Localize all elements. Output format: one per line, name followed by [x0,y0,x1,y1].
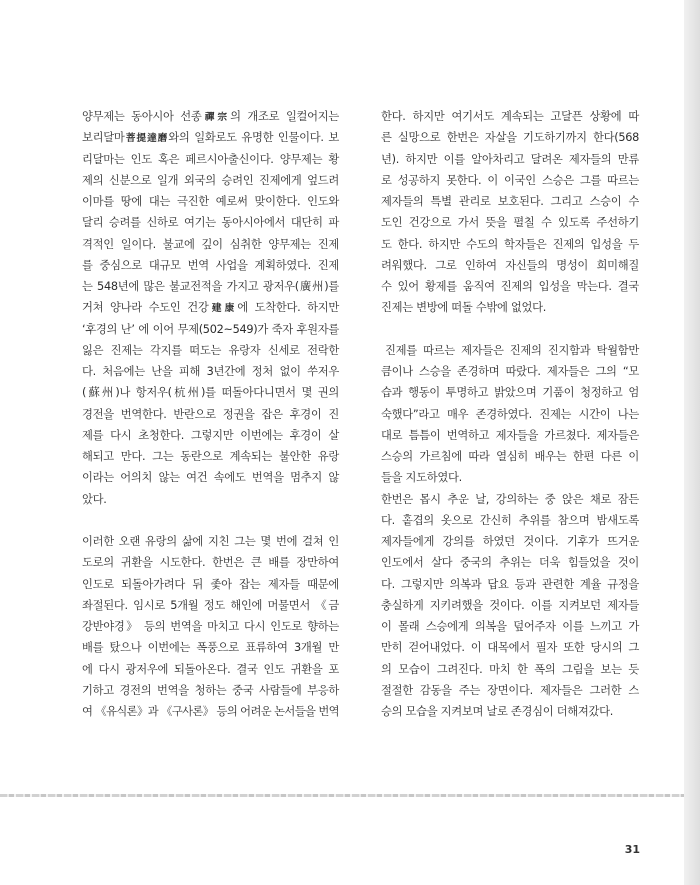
text-line: 경전을 번역한다. 반란으로 정권을 잡은 후경이 진 [82,407,339,421]
text-line: 인도에서 살다 중국의 추위는 더욱 힘들었을 것이 [381,556,639,570]
text-line: 리달마는 인도 혹은 페르시아출신이다. 양무제는 황 [82,152,339,166]
text-line: 좌절된다. 임시로 5개월 정도 해인에 머물면서 《금 [82,598,339,612]
paragraph [82,531,339,722]
text-line: 려워했다. 그로 인하여 자신들의 명성이 희미해질 [381,258,639,272]
text-line: 도 한다. 하지만 수도의 학자들은 진제의 입성을 두 [381,237,639,251]
text-line: 스승의 가르침에 따라 열심히 배우는 한편 다른 이 [381,450,639,463]
text-line: 배를 탔으나 이번에는 폭풍으로 표류하여 3개월 만 [82,641,339,655]
text-line: 에 다시 광저우에 되돌아온다. 결국 인도 귀환을 포 [82,662,339,676]
text-line: 의 모습이 그려진다. 마치 한 폭의 그림을 보는 듯 [381,662,639,676]
text-line: 이 몰래 스승에게 의복을 덮어주자 이를 느끼고 가 [381,620,639,633]
text-line: 강반야경》 등의 번역을 마치고 다시 인도로 향하는 [82,620,339,633]
text-line: 습과 행동이 투명하고 밝았으며 기품이 청정하고 엄 [381,386,639,400]
text-line: 제자들의 특별 관리로 보호된다. 그리고 스승이 수 [381,195,639,208]
right-column [381,106,639,722]
paragraph [381,340,639,489]
text-line: 격적인 일이다. 불교에 깊이 심취한 양무제는 진제 [82,237,339,251]
text-line: 이마를 땅에 대는 극진한 예로써 맞이한다. 인도와 [82,195,339,208]
text-line [82,127,339,148]
line-text: 에 도착한다. 하지만 [237,301,339,315]
text-line: 를 중심으로 대규모 번역 사업을 계획하였다. 진제 [82,258,339,272]
text-line: 숙했다”라고 매우 존경하였다. 진제는 시간이 나는 [381,407,639,421]
text-line: 도인 건강으로 가서 뜻을 펼칠 수 있도록 주선하기 [381,216,639,230]
page-edge-shadow [684,0,700,885]
text-line: 들을 지도하였다. [381,471,462,485]
text-line [82,106,339,127]
page-number: 31 [624,843,640,856]
text-line: 제자들에게 강의를 하였던 것이다. 기후가 뜨거운 [381,535,639,548]
text-line: 다. 홑겹의 옷으로 간신히 추위를 참으며 밤새도록 [381,513,639,527]
text-line: 잃은 진제는 각지를 떠도는 유랑자 신세로 전락한 [82,343,339,357]
text-line: 이라는 어의치 않는 여건 속에도 번역을 멈추지 않 [82,471,339,485]
hanja-term: 禪宗 [201,112,231,123]
text-line: 도로의 귀환을 시도한다. 한번은 큰 배를 장만하여 [82,556,339,570]
text-line: 제를 다시 초청한다. 그렇지만 이번에는 후경이 살 [82,428,339,442]
text-line: 이러한 오랜 유랑의 삶에 지친 그는 몇 번에 걸쳐 인 [82,535,339,548]
text-line: 대로 틈틈이 번역하고 제자들을 가르쳤다. 제자들은 [381,428,639,442]
paragraph [381,489,639,723]
text-line: 진제는 변방에 떠돌 수밖에 없었다. [381,301,547,315]
paragraph [381,106,639,319]
line-text: 의 개조로 일컬어지는 [230,110,340,123]
line-text: 와의 일화로도 유명한 인물이다. 보 [168,131,339,145]
text-line: 른 실망으로 한번은 자살을 기도하기까지 한다(568 [381,131,639,145]
text-line: 진제를 따르는 제자들은 진제의 진지함과 탁월함만 [385,343,639,357]
line-text: 거쳐 양나라 수도인 건강 [82,301,209,315]
text-line: 로 성공하지 못한다. 이 이국인 스승은 그를 따르는 [381,173,639,187]
left-column [82,106,339,722]
text-line: 절절한 감동을 주는 장면이다. 제자들은 그러한 스 [381,683,639,697]
text-line: 다. 처음에는 난을 피해 3년간에 정처 없이 쑤저우 [82,365,339,378]
text-line: 다. 그렇지만 의복과 답요 등과 관련한 계율 규정을 [381,577,639,591]
hanja-term: 建康 [208,303,238,315]
text-line: 달리 승려를 신하로 여기는 동아시아에서 대단히 파 [82,216,339,230]
line-text: 양무제는 동아시아 선종 [82,110,202,123]
text-line: 충실하게 지키려했을 것이다. 이를 지켜보던 제자들 [381,598,639,612]
hanja-term: 菩提達磨 [124,133,169,145]
text-line: ‘후경의 난’ 에 이어 무제(502~549)가 죽자 후원자를 [82,322,339,336]
text-line: 만히 걷어내었다. 이 대목에서 필자 또한 당시의 그 [381,641,639,655]
text-line: 기하고 경전의 번역을 청하는 중국 사람들에 부응하 [82,683,339,697]
text-line: 해되고 만다. 그는 동란으로 계속되는 불안한 유랑 [82,450,339,463]
text-line: 제의 신분으로 일개 외국의 승려인 진제에게 엎드려 [82,173,339,187]
text-line: 큼이나 스승을 존경하며 따랐다. 제자들은 그의 “모 [381,365,639,378]
text-line [82,297,339,318]
text-line: 았다. [82,492,107,506]
text-line: 한다. 하지만 여기서도 계속되는 고달픈 상황에 따 [381,110,639,123]
text-line: 수 있어 황제를 움직여 진제의 입성을 막는다. 결국 [381,280,639,293]
decorative-divider-line [0,794,684,797]
text-line: 승의 모습을 지켜보며 날로 존경심이 더해져갔다. [381,705,614,718]
text-line: 한번은 몹시 추운 날, 강의하는 중 앉은 채로 잠든 [381,492,639,506]
text-line: 여 《유식론》과 《구사론》 등의 어려운 논서들을 번역 [82,705,339,718]
paragraph [82,106,339,510]
text-line: (蘇州)나 항저우(杭州)를 떠돌아다니면서 몇 권의 [82,386,339,400]
text-line: 는 548년에 많은 불교전적을 가지고 광저우(廣州)를 [82,280,339,293]
text-line: 인도로 되돌아가려다 뒤 좇아 잡는 제자들 때문에 [82,577,339,591]
line-text: 보리달마 [82,131,125,145]
text-line: 년). 하지만 이를 알아차리고 달려온 제자들의 만류 [381,152,639,166]
